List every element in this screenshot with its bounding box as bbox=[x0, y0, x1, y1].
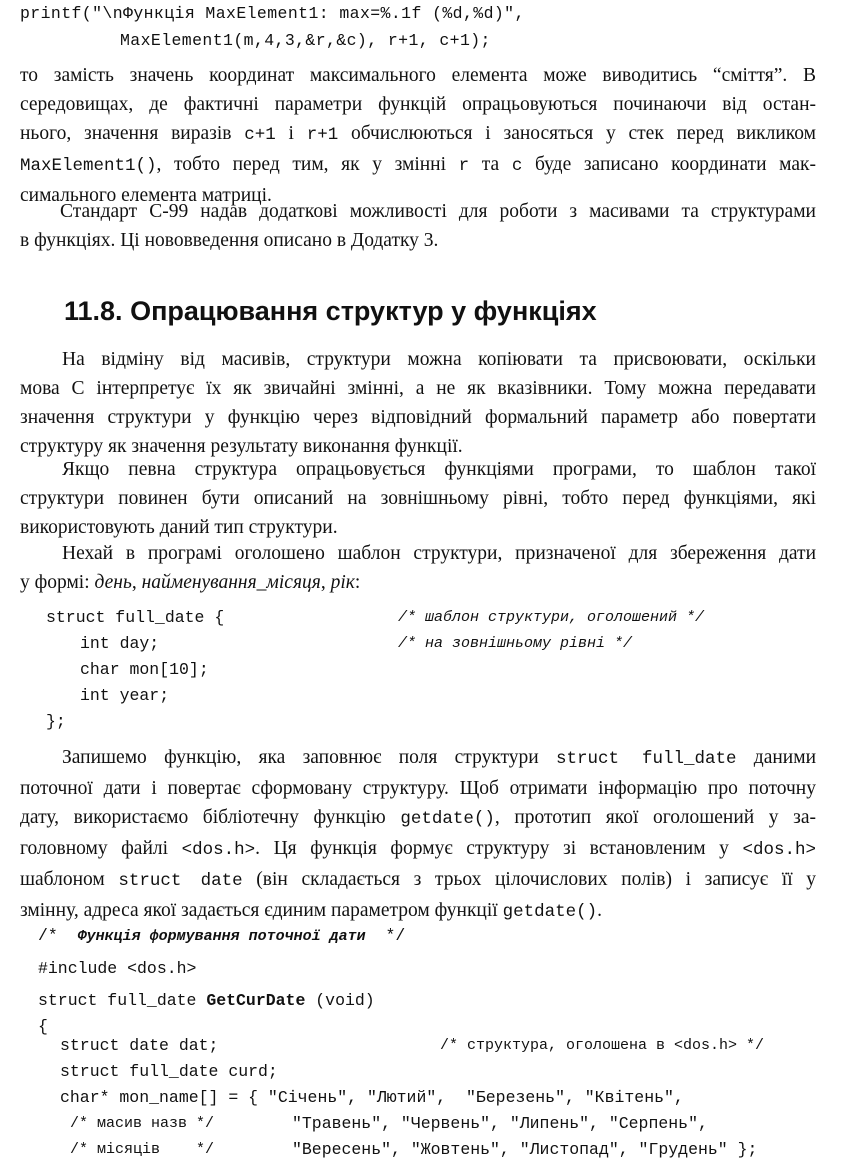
inline-code: r bbox=[458, 156, 470, 176]
text-line bbox=[20, 865, 816, 896]
code-line: struct date dat; bbox=[60, 1036, 219, 1055]
text: дату, використаємо бібліотечну функцію bbox=[20, 807, 401, 828]
text: (він складається з трьох цілочислових полів) і записує її у bbox=[242, 869, 816, 890]
text: . Ця функція формує структуру зі встановленим у bbox=[255, 838, 743, 859]
text: /* bbox=[38, 926, 78, 945]
text: даними bbox=[736, 747, 816, 768]
code-line: #include <dos.h> bbox=[38, 959, 197, 978]
text: нього, значення виразів bbox=[20, 123, 245, 144]
text-line bbox=[20, 743, 816, 774]
inline-code: MaxElement1() bbox=[20, 156, 157, 176]
section-title: Опрацювання структур у функціях bbox=[130, 296, 597, 326]
text: головному файлі bbox=[20, 838, 182, 859]
code-line: struct full_date curd; bbox=[60, 1062, 278, 1081]
code-line: int day; bbox=[80, 634, 160, 653]
text-line bbox=[20, 803, 816, 834]
paragraph bbox=[20, 455, 816, 542]
text-line: в функціях. Ці нововведення описано в Додатку 3. bbox=[20, 230, 439, 251]
text-line: структуру як значення результату виконання функції. bbox=[20, 436, 463, 457]
text-line: Нехай в програмі оголошено шаблон структури, призначеної для збереження дати bbox=[62, 543, 816, 564]
code-comment: /* на зовнішньому рівні */ bbox=[398, 635, 633, 652]
inline-code: struct date bbox=[118, 871, 243, 891]
text-line: використовують даний тип структури. bbox=[20, 517, 338, 538]
text-line: структури повинен бути описаний на зовнішньому рівні, тобто перед функціями, які bbox=[20, 488, 816, 509]
paragraph bbox=[20, 197, 816, 255]
italic-text: рік bbox=[330, 572, 355, 593]
section-number: 11.8. bbox=[64, 296, 123, 326]
function-name: GetCurDate bbox=[206, 991, 306, 1010]
text: обчислюються і заносяться у стек перед викликом bbox=[338, 123, 816, 144]
inline-code: <dos.h> bbox=[181, 840, 256, 860]
code-line: }; bbox=[46, 712, 66, 731]
section-heading bbox=[64, 296, 597, 327]
inline-code: c bbox=[511, 156, 523, 176]
italic-text: день bbox=[94, 572, 132, 593]
text-line bbox=[20, 568, 816, 597]
paragraph bbox=[20, 539, 816, 597]
text: і bbox=[275, 123, 307, 144]
code-line: printf("\nФункція MaxElement1: max=%.1f (%d,%d)", bbox=[20, 4, 525, 23]
text: , bbox=[131, 572, 142, 593]
text: */ bbox=[365, 926, 406, 945]
text-line: мова С інтерпретує їх як звичайні змінні, а не як вказівники. Тому можна передавати bbox=[20, 378, 816, 399]
inline-code: c+1 bbox=[244, 125, 276, 145]
text-line bbox=[20, 150, 816, 181]
text-line bbox=[20, 119, 816, 150]
code-line: char* mon_name[] = { "Січень", "Лютий", "Березень", "Квітень", bbox=[60, 1088, 684, 1107]
code-line: "Травень", "Червень", "Липень", "Серпень", bbox=[292, 1114, 708, 1133]
text: , bbox=[320, 572, 331, 593]
code-comment: /* місяців */ bbox=[70, 1141, 215, 1158]
text: буде записано координати мак- bbox=[522, 154, 816, 175]
text-line: симального елемента матриці. bbox=[20, 185, 272, 206]
code-line: struct full_date { bbox=[46, 608, 225, 627]
text-line: Стандарт С-99 надав додаткові можливості для роботи з масивами та структурами bbox=[60, 201, 816, 222]
text: : bbox=[354, 572, 361, 593]
italic-text: найменування_місяця bbox=[141, 572, 321, 593]
text: та bbox=[469, 154, 512, 175]
text-line: поточної дати і повертає сформовану структуру. Щоб отримати інформацію про поточну bbox=[20, 778, 816, 799]
code-comment: /* шаблон структури, оголошений */ bbox=[398, 609, 705, 626]
code-line: char mon[10]; bbox=[80, 660, 209, 679]
text: , тобто перед тим, як у змінні bbox=[156, 154, 459, 175]
text-line: значення структури у функцію через відповідний формальний параметр або повертати bbox=[20, 407, 816, 428]
inline-code: <dos.h> bbox=[742, 840, 816, 860]
text: змінну, адреса якої задається єдиним параметром функції bbox=[20, 900, 503, 921]
code-comment: /* структура, оголошена в <dos.h> */ bbox=[440, 1037, 765, 1054]
text-line: то замість значень координат максимального елемента може виводитись “сміття”. В bbox=[20, 65, 816, 86]
text: у формі: bbox=[20, 572, 95, 593]
paragraph bbox=[20, 61, 816, 210]
paragraph bbox=[20, 345, 816, 461]
paragraph bbox=[20, 743, 816, 927]
code-line: { bbox=[38, 1017, 48, 1036]
text: шаблоном bbox=[20, 869, 119, 890]
text: . bbox=[597, 900, 602, 921]
text-line: На відміну від масивів, структури можна копіювати та присвоювати, оскільки bbox=[62, 349, 816, 370]
text: (void) bbox=[305, 991, 375, 1010]
text: Запишемо функцію, яка заповнює поля структури bbox=[62, 747, 557, 768]
text-line: середовищах, де фактичні параметри функцій опрацьовуються починаючи від остан- bbox=[20, 94, 816, 115]
text-line bbox=[20, 896, 816, 927]
inline-code: r+1 bbox=[306, 125, 339, 145]
code-line: MaxElement1(m,4,3,&r,&c), r+1, c+1); bbox=[120, 31, 491, 50]
inline-code: struct full_date bbox=[556, 749, 737, 769]
text-line bbox=[20, 834, 816, 865]
code-comment: /* масив назв */ bbox=[70, 1115, 215, 1132]
text: Функція формування поточної дати bbox=[77, 928, 366, 945]
text-line: Якщо певна структура опрацьовується функціями програми, то шаблон такої bbox=[62, 459, 816, 480]
code-line: int year; bbox=[80, 686, 170, 705]
code-line bbox=[38, 991, 375, 1010]
text: , прототип якої оголошений у за- bbox=[494, 807, 817, 828]
inline-code: getdate() bbox=[502, 902, 598, 922]
code-comment bbox=[38, 926, 405, 945]
inline-code: getdate() bbox=[400, 809, 495, 829]
code-line: "Вересень", "Жовтень", "Листопад", "Грудень" }; bbox=[292, 1140, 758, 1159]
text: struct full_date bbox=[38, 991, 207, 1010]
